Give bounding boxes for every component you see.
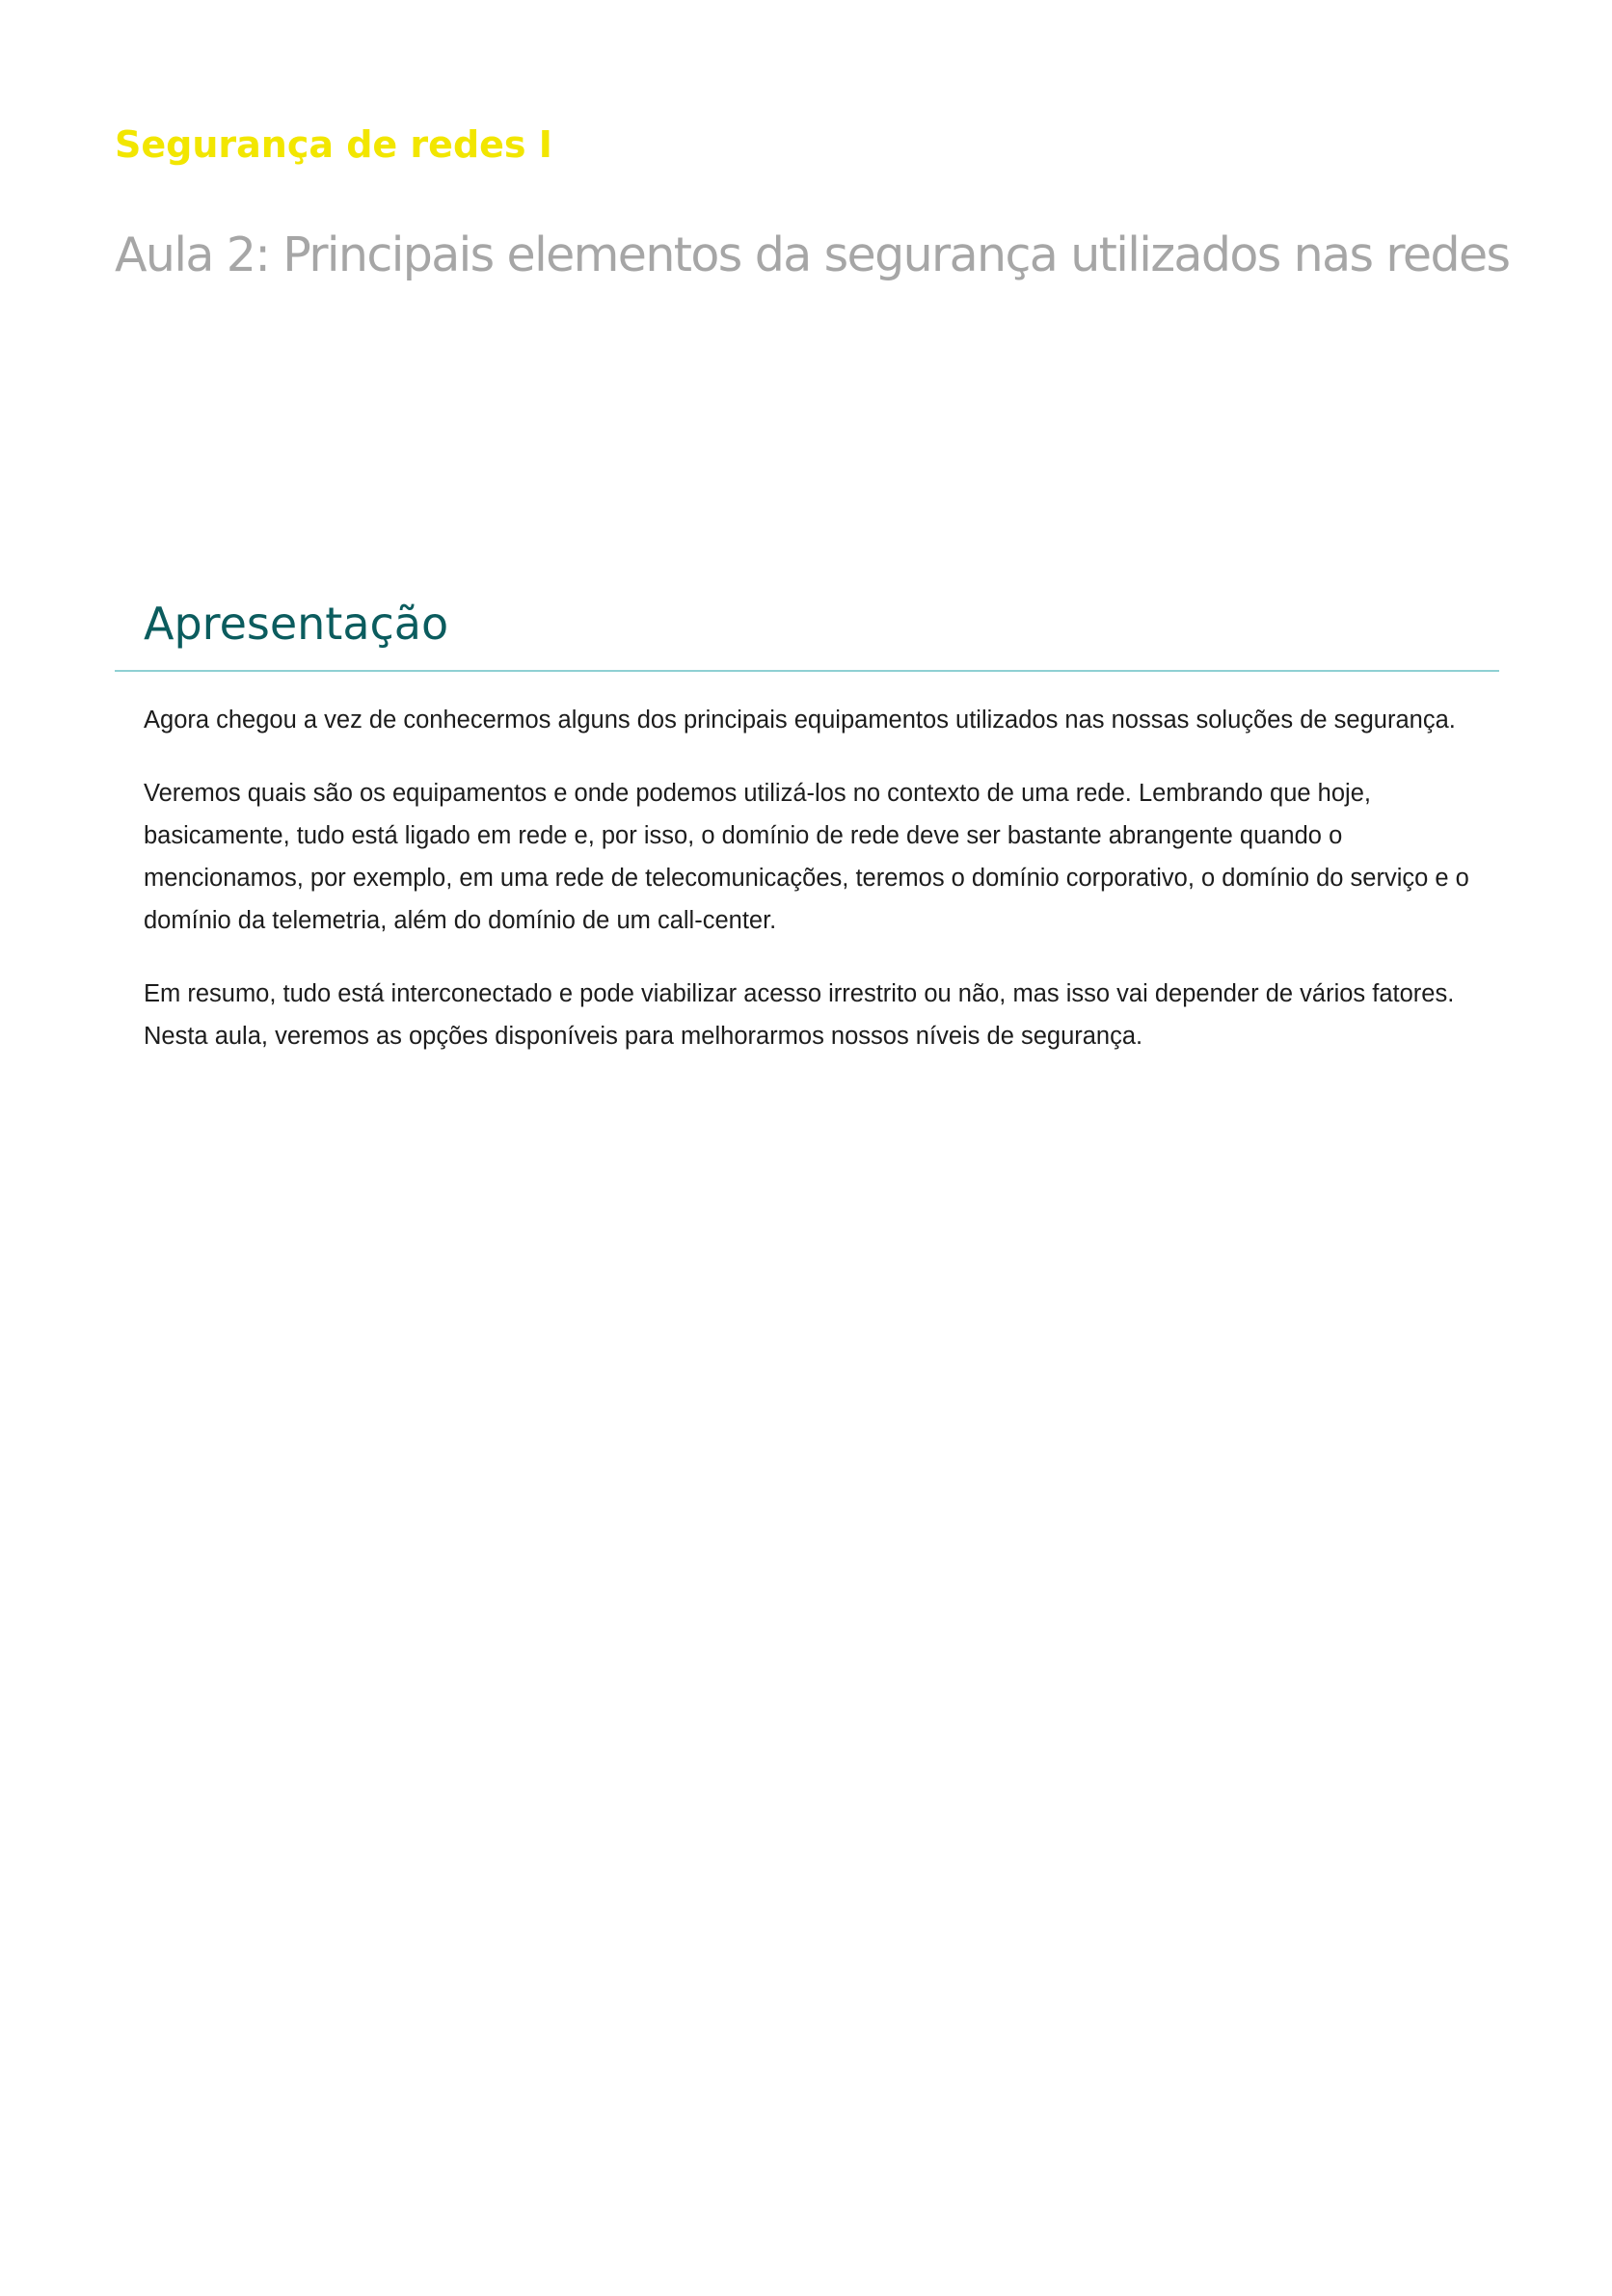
course-title: Segurança de redes I [115,123,552,166]
paragraph-2: Veremos quais são os equipamentos e onde podemos utilizá-los no contexto de uma rede. Lembrando que hoje, basicamente, tudo está ligado em rede e, por isso, o domínio de rede deve ser bastante abrangente quando o mencionamos, por exemplo, em uma rede de telecomunicações, teremos o domínio corporativo, o domínio do serviço e o domínio da telemetria, além do domínio de um call-center. [144,780,1469,934]
section-body [115,699,1499,1057]
section-heading: Apresentação [144,598,449,650]
section-divider [115,670,1499,672]
paragraph-3: Em resumo, tudo está interconectado e pode viabilizar acesso irrestrito ou não, mas isso vai depender de vários fatores. Nesta aula, veremos as opções disponíveis para melhorarmos nossos níveis de segurança. [144,980,1455,1050]
presentation-section [115,590,1499,1088]
lesson-title: Aula 2: Principais elementos da segurança utilizados nas redes [115,227,1510,282]
paragraph-1: Agora chegou a vez de conhecermos alguns dos principais equipamentos utilizados nas nossas soluções de segurança. [144,707,1456,734]
